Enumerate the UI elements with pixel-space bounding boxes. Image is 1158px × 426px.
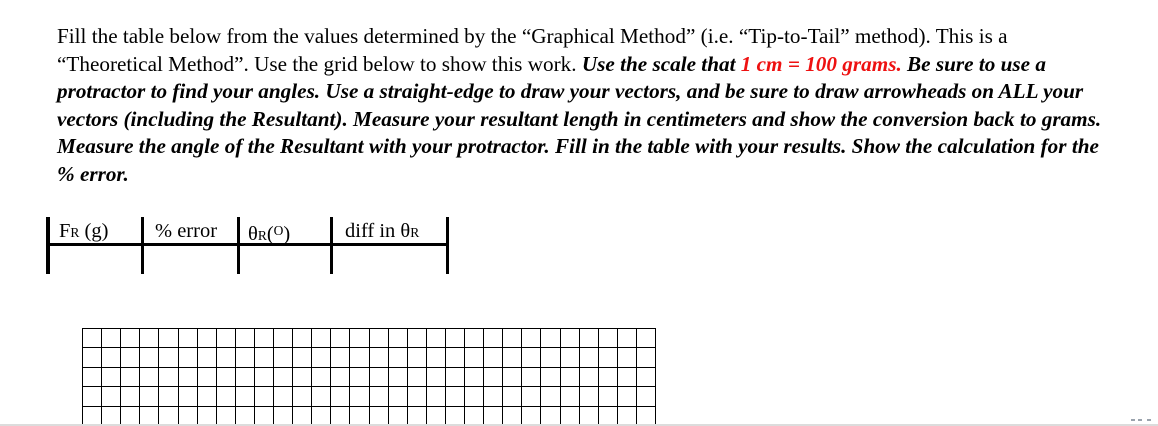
theta-subscript: R bbox=[257, 228, 267, 243]
corner-mark bbox=[1131, 419, 1135, 421]
header-theta-r bbox=[248, 216, 290, 246]
instructions-emphasis-rest: Be sure to use a protractor to find your angles. Use a straight-edge to draw your vectors, and be sure to draw arrowheads on ALL your vectors (including the Resultant). Measure your resultant length in centimeters and show the conversion back to grams. Measure the angle of the Resultant with your protractor. Fill in the table with your results. Show the calculation for the % error. bbox=[57, 51, 1102, 186]
corner-mark bbox=[1138, 419, 1142, 421]
corner-mark bbox=[1147, 419, 1151, 421]
theta-paren-open: ( bbox=[266, 223, 274, 245]
instructions-text: Fill the table below from the values determined by the “Graphical Method” (i.e. “Tip-to-Tail” method). This is a “Theoretical Method”. Use the grid below to show this work. bbox=[57, 24, 1008, 76]
fr-subscript: R bbox=[70, 225, 80, 240]
error-label: % error bbox=[155, 220, 218, 242]
instructions-paragraph bbox=[57, 23, 1117, 189]
degree-symbol: O bbox=[273, 223, 284, 238]
graph-grid[interactable] bbox=[82, 328, 656, 426]
fr-unit: (g) bbox=[79, 220, 109, 242]
header-diff-theta bbox=[345, 216, 419, 246]
fr-label: F bbox=[59, 220, 71, 242]
diff-label: diff in θ bbox=[345, 220, 411, 242]
header-fr bbox=[59, 216, 108, 246]
diff-subscript: R bbox=[410, 225, 420, 240]
theta-paren-close: ) bbox=[283, 223, 291, 245]
scale-highlight: 1 cm = 100 grams. bbox=[740, 51, 902, 76]
instructions-emphasis-scale: Use the scale that bbox=[581, 51, 741, 76]
header-percent-error bbox=[155, 216, 217, 246]
theta-label: θ bbox=[248, 223, 258, 245]
